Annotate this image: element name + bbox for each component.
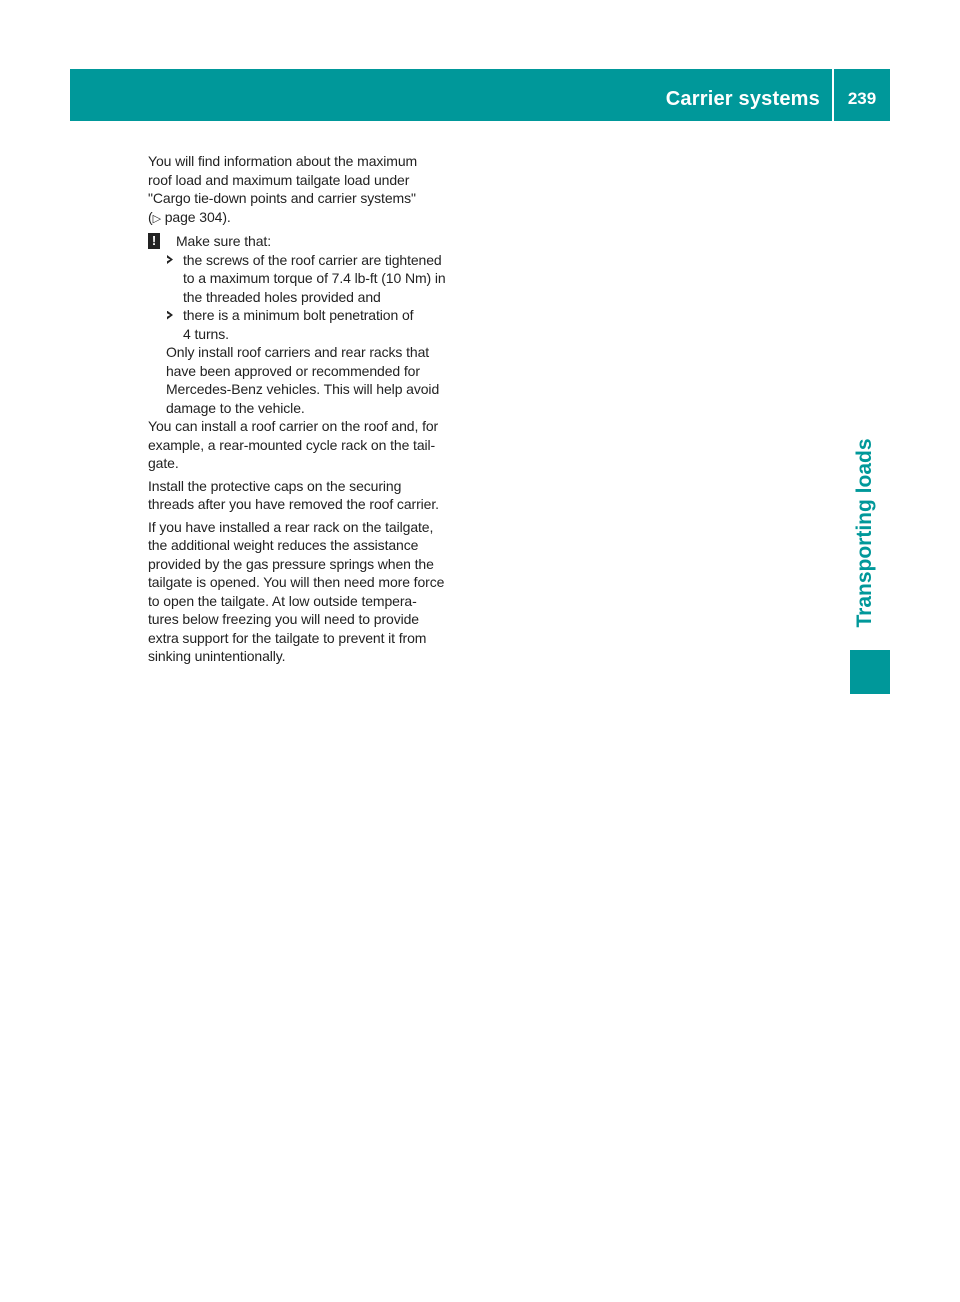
note-followup bbox=[148, 343, 484, 417]
bullet-2-line-1: there is a minimum bolt penetration of bbox=[183, 307, 414, 323]
ref-open-paren: ( bbox=[148, 208, 153, 225]
para-3-line-6: tures below freezing you will need to provide bbox=[148, 611, 419, 627]
para-1-line-3: gate. bbox=[148, 455, 179, 471]
page-reference[interactable] bbox=[148, 209, 231, 225]
para-1-line-2: example, a rear-mounted cycle rack on the tail- bbox=[148, 436, 436, 453]
list-item bbox=[148, 251, 484, 307]
para-3-line-2: the additional weight reduces the assistance bbox=[148, 537, 419, 553]
page-reference-text: page 304). bbox=[164, 208, 231, 225]
chapter-tab-marker bbox=[850, 650, 890, 694]
bullet-1-line-2: to a maximum torque of 7.4 lb-ft (10 Nm) in bbox=[183, 270, 446, 286]
intro-line-2: roof load and maximum tailgate load under bbox=[148, 171, 410, 188]
bullet-2-line-2: 4 turns. bbox=[183, 325, 229, 342]
para-3-line-3: provided by the gas pressure springs when the bbox=[148, 555, 434, 572]
page-reference-arrow-icon: ▷ bbox=[152, 212, 161, 225]
bullet-1-line-3: the threaded holes provided and bbox=[183, 288, 381, 305]
intro-line-3: "Cargo tie-down points and carrier systems" bbox=[148, 190, 416, 206]
warning-exclamation-icon: ! bbox=[148, 233, 160, 249]
note-followup-line-1: Only install roof carriers and rear racks that bbox=[166, 344, 430, 360]
intro-line-1: You will find information about the maximum bbox=[148, 153, 418, 169]
body-paragraph bbox=[148, 477, 484, 514]
para-3-line-8: sinking unintentionally. bbox=[148, 648, 286, 664]
page-number: 239 bbox=[847, 89, 877, 108]
body-paragraph bbox=[148, 518, 484, 666]
bullet-1-line-1: the screws of the roof carrier are tightened bbox=[183, 251, 442, 268]
para-1-line-1: You can install a roof carrier on the roof and, for bbox=[148, 418, 439, 434]
intro-paragraph bbox=[148, 152, 484, 228]
para-2-line-1: Install the protective caps on the securing bbox=[148, 477, 402, 494]
note-heading: Make sure that: bbox=[176, 233, 271, 249]
main-content bbox=[148, 152, 484, 670]
chapter-side-label-text: Transporting loads bbox=[853, 438, 876, 628]
para-3-line-7: extra support for the tailgate to prevent it from bbox=[148, 629, 427, 646]
section-title: Carrier systems bbox=[665, 88, 820, 110]
para-3-line-4: tailgate is opened. You will then need more force bbox=[148, 574, 445, 590]
note-heading-row bbox=[148, 232, 484, 251]
para-3-line-1: If you have installed a rear rack on the tailgate, bbox=[148, 518, 434, 535]
para-2-line-2: threads after you have removed the roof carrier. bbox=[148, 496, 439, 512]
header-band bbox=[70, 69, 890, 121]
body-paragraph bbox=[148, 417, 484, 473]
chapter-side-label bbox=[847, 422, 883, 644]
note-followup-line-3: Mercedes-Benz vehicles. This will help avoid bbox=[166, 381, 440, 397]
para-3-line-5: to open the tailgate. At low outside tempera- bbox=[148, 592, 417, 609]
list-item bbox=[148, 306, 484, 343]
note-followup-line-4: damage to the vehicle. bbox=[166, 399, 305, 416]
warning-note bbox=[148, 232, 484, 417]
note-followup-line-2: have been approved or recommended for bbox=[166, 362, 420, 379]
